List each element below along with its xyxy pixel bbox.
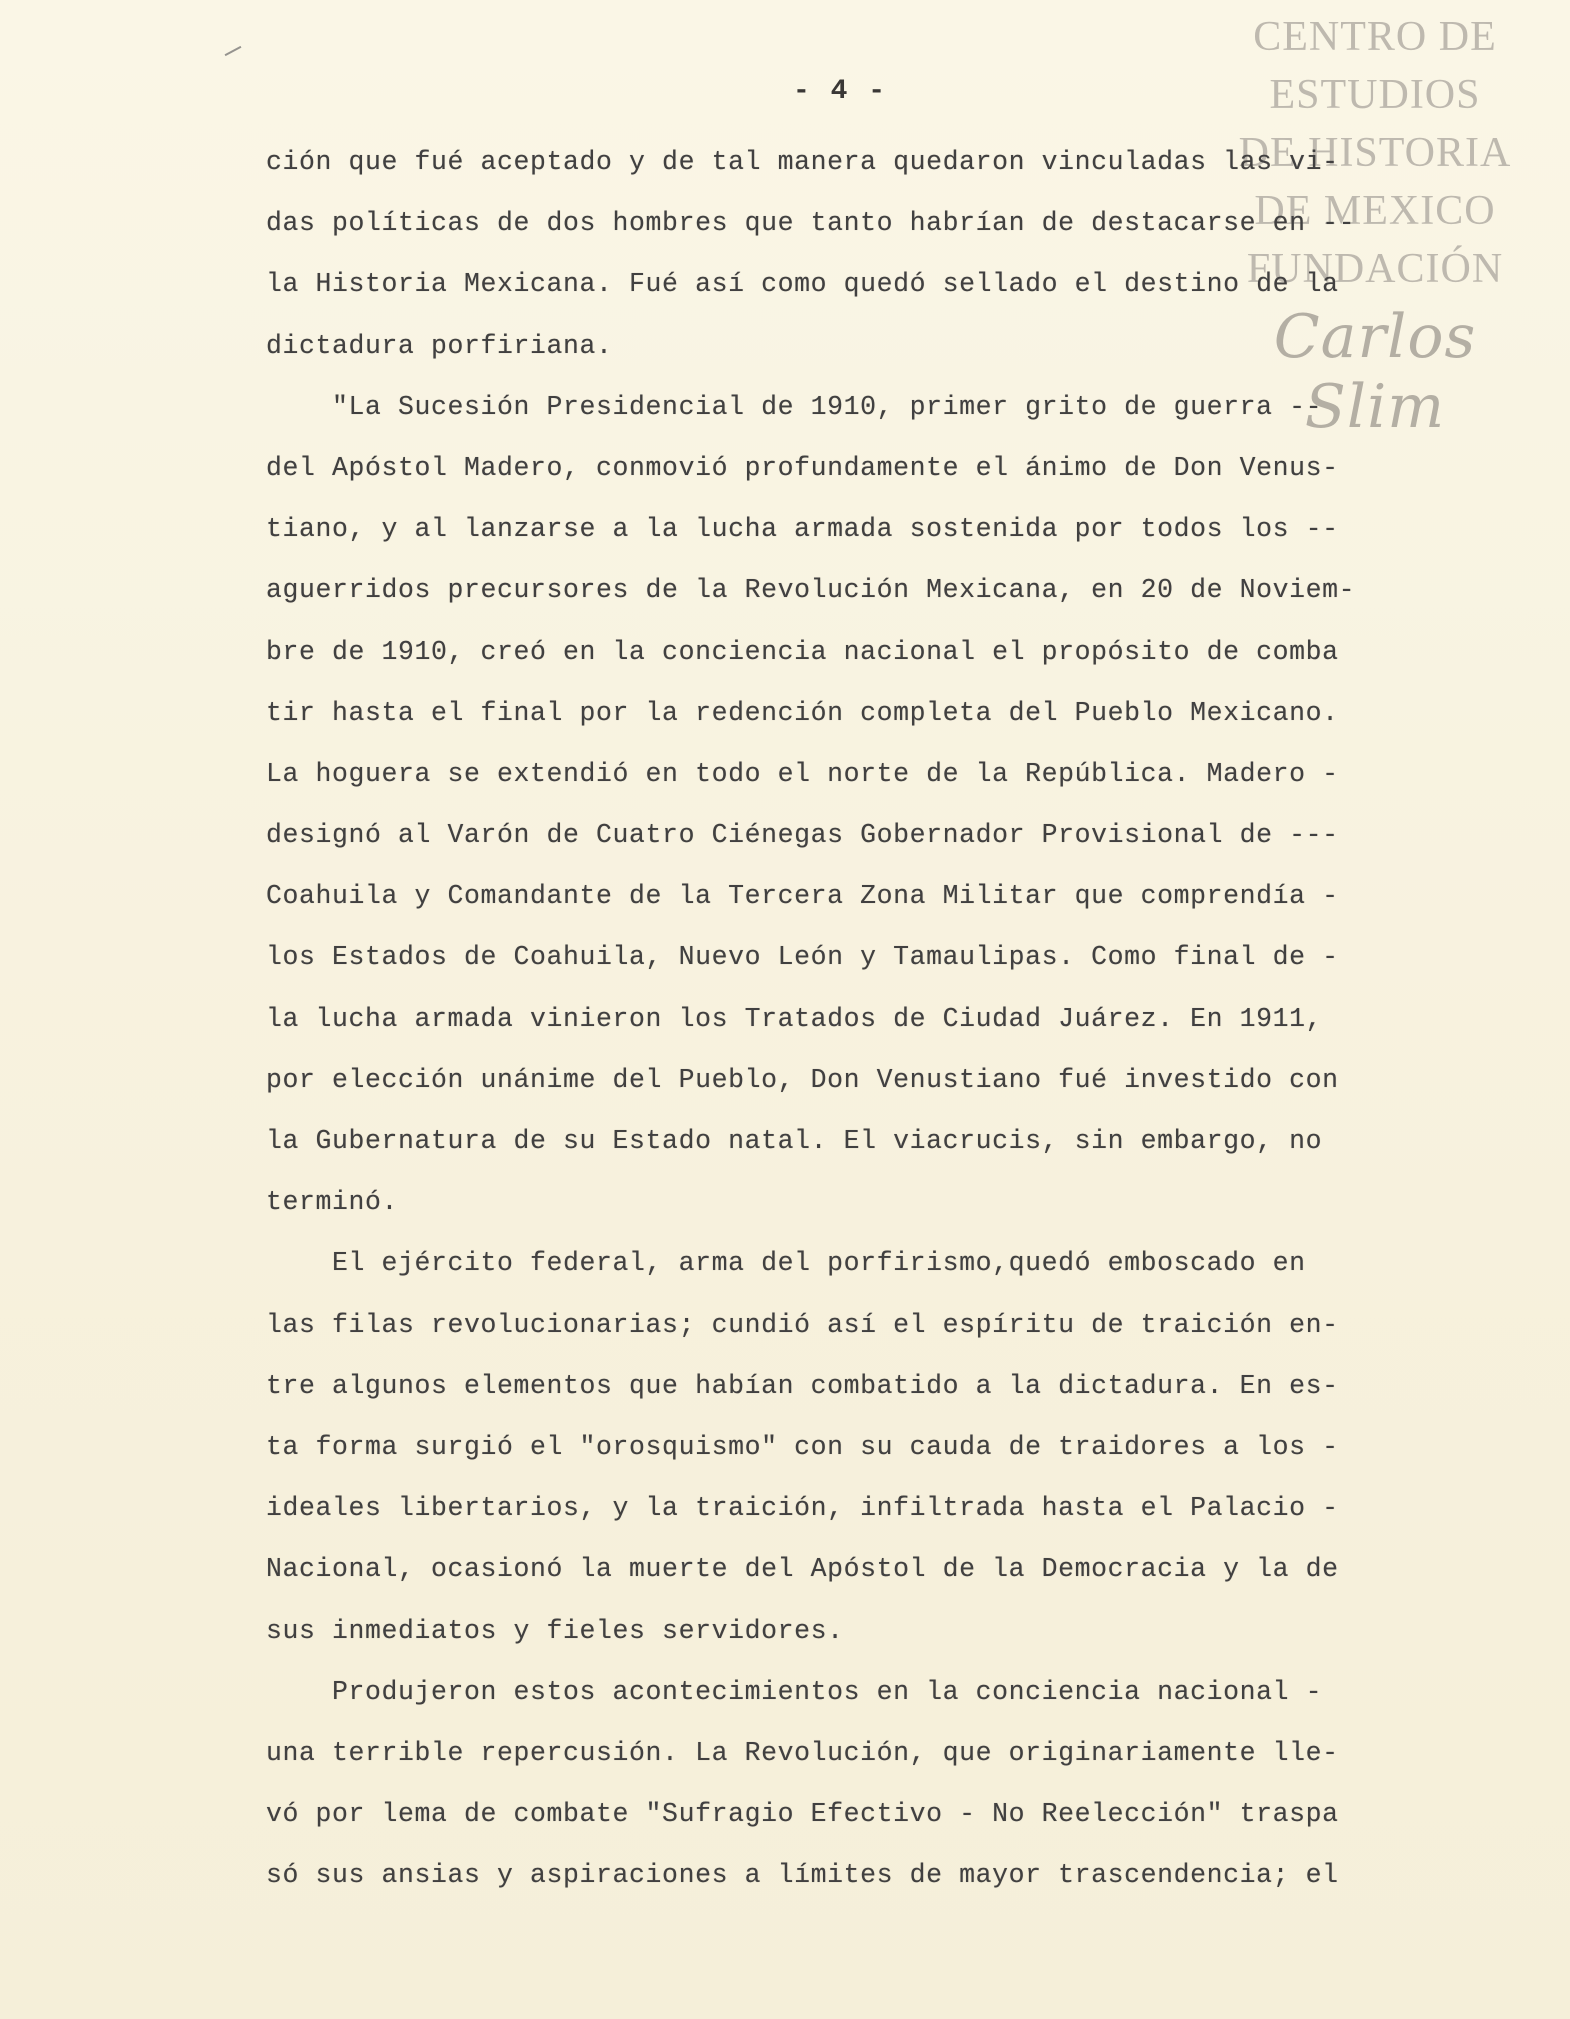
page-number: - 4 - [792,76,887,107]
text-line: La hoguera se extendió en todo el norte de la República. Madero - [266,758,1339,789]
text-line: ideales libertarios, y la traición, infiltrada hasta el Palacio - [266,1493,1339,1524]
text-line: las filas revolucionarias; cundió así el espíritu de traición en- [266,1309,1339,1340]
text-line: das políticas de dos hombres que tanto habrían de destacarse en -- [266,208,1356,239]
text-line: la lucha armada vinieron los Tratados de Ciudad Juárez. En 1911, [266,1003,1323,1034]
text-line: "La Sucesión Presidencial de 1910, primer grito de guerra -- [266,391,1323,422]
watermark-line: ESTUDIOS [1269,72,1481,118]
typewritten-body [266,132,1500,1906]
text-line: terminó. [266,1187,399,1218]
text-line: tiano, y al lanzarse a la lucha armada sostenida por todos los -- [266,514,1339,545]
text-line: la Historia Mexicana. Fué así como quedó sellado el destino de la [266,269,1339,300]
text-line: ción que fué aceptado y de tal manera quedaron vinculadas las vi- [266,147,1339,177]
text-line: aguerridos precursores de la Revolución Mexicana, en 20 de Noviem- [266,575,1356,606]
text-line: tre algunos elementos que habían combatido a la dictadura. En es- [266,1370,1339,1401]
text-line: la Gubernatura de su Estado natal. El viacrucis, sin embargo, no [266,1126,1323,1156]
text-line: só sus ansias y aspiraciones a límites de mayor trascendencia; el [266,1860,1339,1891]
text-line: dictadura porfiriana. [266,330,613,361]
pencil-mark [225,46,242,56]
text-line: vó por lema de combate "Sufragio Efectivo - No Reelección" traspa [266,1799,1339,1830]
text-line: por elección unánime del Pueblo, Don Venustiano fué investido con [266,1064,1339,1095]
watermark-line: DE HISTORIA [1238,130,1512,176]
text-line: bre de 1910, creó en la conciencia nacional el propósito de comba [266,636,1339,667]
watermark-line: FUNDACIÓN [1246,246,1504,292]
text-line: tir hasta el final por la redención completa del Pueblo Mexicano. [266,697,1339,728]
text-line: una terrible repercusión. La Revolución, que originariamente lle- [266,1737,1339,1768]
watermark-line: CENTRO DE [1253,14,1497,60]
text-line: del Apóstol Madero, conmovió profundamente el ánimo de Don Venus- [266,452,1339,483]
text-line: los Estados de Coahuila, Nuevo León y Tamaulipas. Como final de - [266,942,1339,973]
text-line: Coahuila y Comandante de la Tercera Zona Militar que comprendía - [266,881,1339,912]
watermark-line: DE MEXICO [1254,188,1496,234]
text-line: sus inmediatos y fieles servidores. [266,1615,844,1646]
text-line: Produjeron estos acontecimientos en la conciencia nacional - [266,1676,1323,1707]
text-line: Nacional, ocasionó la muerte del Apóstol de la Democracia y la de [266,1554,1339,1585]
text-line: El ejército federal, arma del porfirismo,quedó emboscado en [266,1248,1306,1279]
text-line: ta forma surgió el "orosquismo" con su cauda de traidores a los - [266,1431,1339,1462]
watermark-signature: Carlos Slim [1273,302,1477,442]
text-line: designó al Varón de Cuatro Ciénegas Gobernador Provisional de --- [266,820,1339,851]
